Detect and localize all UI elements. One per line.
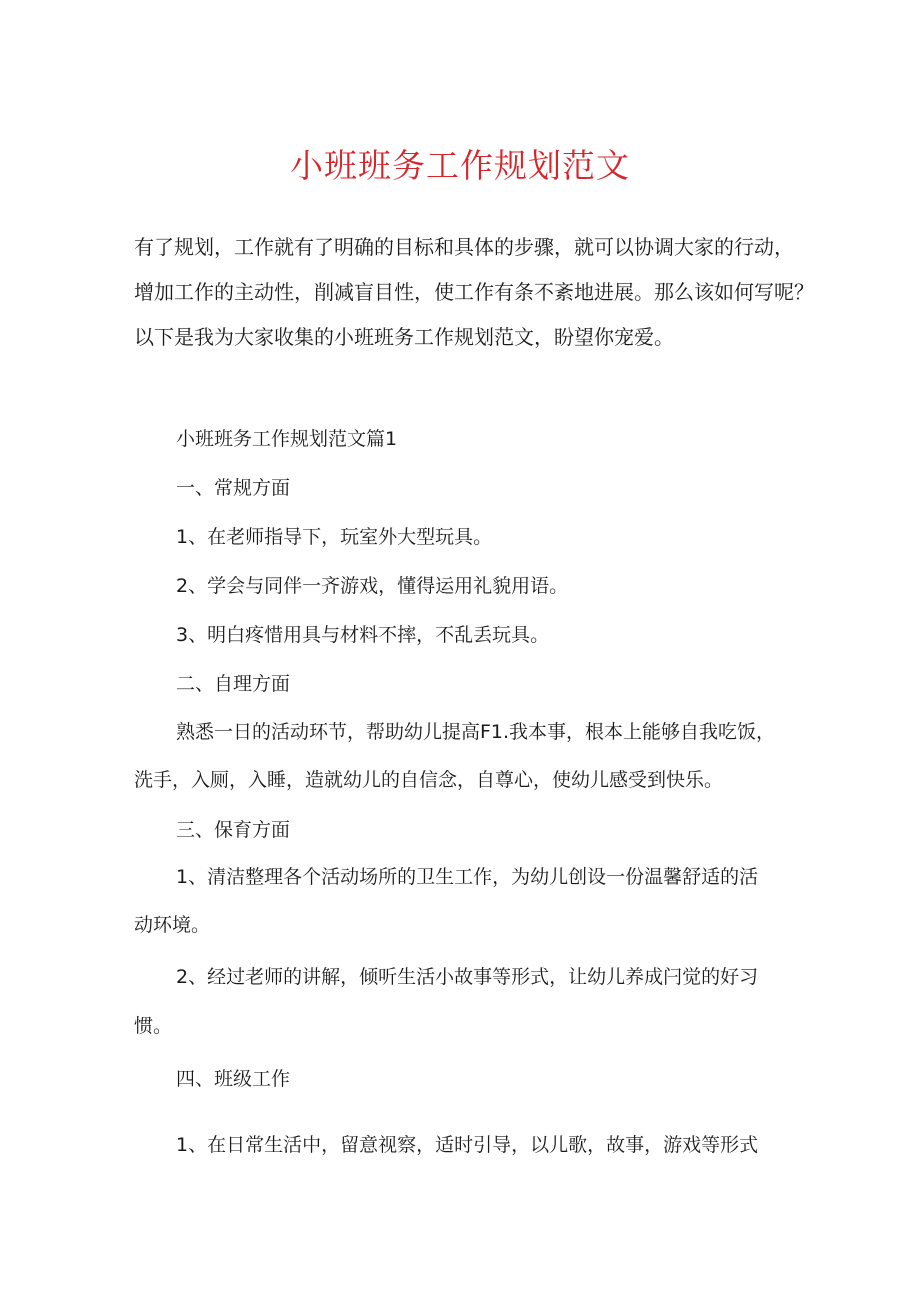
section-heading: 小班班务工作规划范文篇1 (176, 428, 398, 450)
heading-routine: 一、常规方面 (176, 477, 291, 499)
paragraph-line: 熟悉一日的活动环节，帮助幼儿提高F1.我本事，根本上能够自我吃饭， (176, 721, 776, 743)
list-item: 1、在老师指导下，玩室外大型玩具。 (176, 526, 493, 548)
heading-class-work: 四、班级工作 (176, 1068, 291, 1090)
list-item: 1、清洁整理各个活动场所的卫生工作，为幼儿创设一份温馨舒适的活 (176, 866, 759, 888)
heading-care: 三、保育方面 (176, 819, 291, 841)
list-item: 2、经过老师的讲解，倾听生活小故事等形式，让幼儿养成闩觉的好习 (176, 966, 759, 988)
paragraph-line: 洗手，入厕，入睡，造就幼儿的自信念，自尊心，使幼儿感受到快乐。 (134, 769, 724, 791)
intro-line: 增加工作的主动性，削减盲目性，使工作有条不紊地进展。那么该如何写呢？ (134, 280, 814, 304)
intro-paragraph (134, 225, 814, 360)
document-title: 小班班务工作规划范文 (290, 146, 630, 185)
list-item: 2、学会与同伴一齐游戏，懂得运用礼貌用语。 (176, 575, 569, 597)
intro-line: 以下是我为大家收集的小班班务工作规划范文，盼望你宠爱。 (134, 325, 674, 349)
heading-self-care: 二、自理方面 (176, 673, 291, 695)
list-item: 3、明白疼惜用具与材料不摔，不乱丢玩具。 (176, 624, 550, 646)
intro-line: 有了规划，工作就有了明确的目标和具体的步骤，就可以协调大家的行动， (134, 235, 794, 259)
list-item-continuation: 惯。 (134, 1015, 173, 1037)
list-item: 1、在日常生活中，留意视察，适时引导，以儿歌，故事，游戏等形式 (176, 1134, 759, 1156)
list-item-continuation: 动环境。 (134, 914, 211, 936)
